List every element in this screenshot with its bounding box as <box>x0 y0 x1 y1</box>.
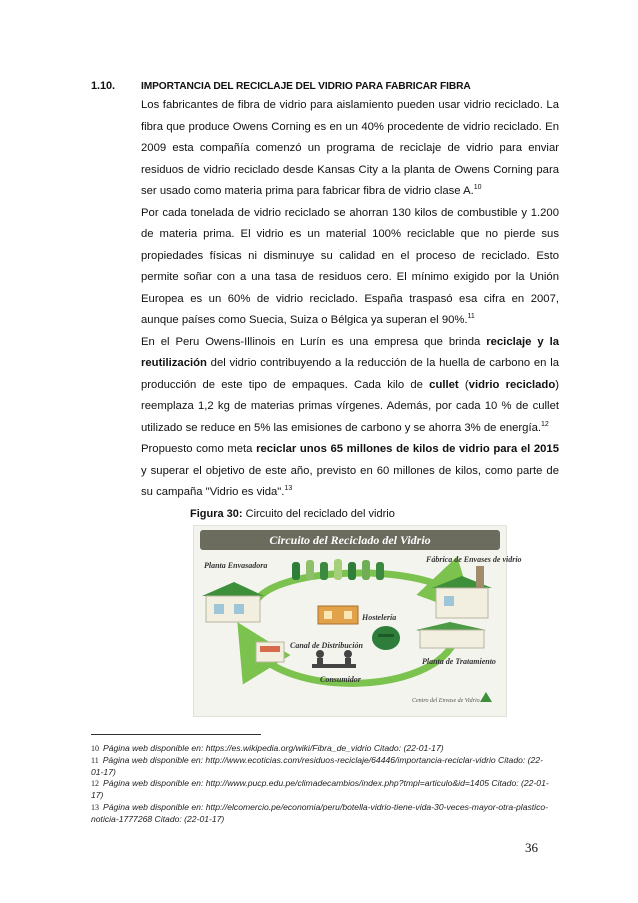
footnote-10 <box>91 743 551 755</box>
paragraph-3-bold: reciclaje y la reutilización <box>141 335 559 369</box>
paragraph-3-text: del vidrio contribuyendo a la reducción de la huella de carbono en la producción de este tipo de empaques. Cada kilo de <box>141 357 559 391</box>
section-heading <box>91 80 561 92</box>
footnote-ref-13[interactable]: 13 <box>284 485 293 493</box>
figure-title: Circuito del Reciclado del Vidrio <box>269 533 431 547</box>
label-consumer: Consumidor <box>320 675 361 684</box>
paragraph-2-text: Por cada tonelada de vidrio reciclado se ahorran 130 kilos de combustible y 1.200 de materia prima. El vidrio es un material 100% reciclable que no pierde sus propiedades físicas ni disminuye su calidad en el proceso de reciclado. Esto permite soñar con a una tasa de residuos cero. El mínimo exigido por la Unión Europea es un 60% de vidrio reciclado. España traspasó esa cifra en 2007, aunque países como Suecia, Suiza o Bélgica ya superan el 90%. <box>141 206 559 326</box>
paragraph-4 <box>141 439 559 504</box>
paragraph-2 <box>141 203 559 332</box>
footnote-text[interactable]: Página web disponible en: http://www.pucp.edu.pe/climadecambios/index.php?tmpl=articulo&id=1405 Citado: (22-01-17) <box>91 778 549 801</box>
footnote-12 <box>91 778 551 802</box>
footnote-ref-12[interactable]: 12 <box>541 420 549 428</box>
footnote-ref-10[interactable]: 10 <box>473 184 482 192</box>
paragraph-3-text: ) reemplaza 1,2 kg de materias primas vírgenes. Además, por cada 10 % de cullet utilizado se reduce en 5% las emisiones de carbono y se ahorra 3% de energía. <box>141 378 559 434</box>
section-number: 1.10. <box>91 80 115 92</box>
bottling-plant-icon <box>202 582 264 622</box>
footnote-separator <box>91 734 261 735</box>
footnote-ref-11[interactable]: 11 <box>467 313 475 321</box>
footnote-number: 13 <box>91 802 99 812</box>
body-text <box>141 95 559 504</box>
label-glass-factory: Fábrica de Envases de vidrio <box>426 555 522 564</box>
paragraph-1-text: Los fabricantes de fibra de vidrio para aislamiento pueden usar vidrio reciclado. La fibra que produce Owens Corning es en un 40% procedente de vidrio reciclado. En 2009 esta compañía comenzó un programa de reciclaje de vidrio para enviar residuos de vidrio reciclado desde Kansas City a la planta de Owens Corning para ser usado como materia prima para fabricar fibra de vidrio clase A. <box>141 99 559 197</box>
footnote-text[interactable]: Página web disponible en: http://www.ecoticias.com/residuos-reciclaje/64446/importancia-reciclar-vidrio Citado: (22-01-17) <box>91 754 543 777</box>
treatment-plant-icon <box>416 622 486 648</box>
footnote-text[interactable]: Página web disponible en: https://es.wikipedia.org/wiki/Fibra_de_vidrio Citado: (22-01-17) <box>103 743 444 753</box>
footnote-number: 10 <box>91 744 99 753</box>
label-treatment-plant: Planta de Tratamiento <box>422 657 496 666</box>
recycling-circuit-figure <box>193 525 522 717</box>
recycling-container-icon <box>372 626 400 650</box>
footnote-11 <box>91 755 551 779</box>
figure-caption <box>190 508 490 520</box>
paragraph-3-bold: vidrio reciclado <box>468 378 556 391</box>
label-bottling-plant: Planta Envasadora <box>204 561 268 570</box>
page-number: 36 <box>525 840 538 855</box>
footnote-number: 12 <box>91 779 99 789</box>
label-hospitality: Hostelería <box>362 613 397 622</box>
label-glass-center-logo: Centro del Envase de Vidrio <box>412 698 480 704</box>
distribution-icon <box>256 642 284 662</box>
figure-caption-text: Circuito del reciclado del vidrio <box>242 508 395 520</box>
footnotes <box>91 743 551 826</box>
paragraph-3-text: ( <box>458 378 469 391</box>
section-title: IMPORTANCIA DEL RECICLAJE DEL VIDRIO PARA FABRICAR FIBRA <box>141 81 471 92</box>
hospitality-icon <box>318 606 358 624</box>
footnote-text[interactable]: Página web disponible en: http://elcomercio.pe/economia/peru/botella-vidrio-tiene-vida-30-veces-mayor-otra-plastico-noticia-1777268 Citado: (22-01-17) <box>91 801 549 824</box>
footnote-number: 11 <box>91 755 99 765</box>
paragraph-4-text: Propuesto como meta <box>141 443 257 455</box>
label-distribution: Canal de Distribución <box>290 641 363 650</box>
glass-center-logo-icon <box>480 692 492 702</box>
figure-caption-label: Figura 30: <box>190 508 243 520</box>
paragraph-3-bold: cullet <box>429 378 459 391</box>
footnote-13 <box>91 802 551 826</box>
paragraph-4-text: y superar el objetivo de este año, previsto en 60 millones de kilos, como parte de su campaña "Vidrio es vida". <box>141 464 559 498</box>
consumer-icon <box>312 650 356 668</box>
glass-factory-icon <box>432 566 492 618</box>
recycling-circuit-illustration <box>194 526 522 716</box>
paragraph-3-text: En el Peru Owens-Illinois en Lurín es una empresa que brinda <box>141 335 487 348</box>
paragraph-3 <box>141 332 559 440</box>
paragraph-1 <box>141 95 559 203</box>
paragraph-4-bold: reciclar unos 65 millones de kilos de vidrio para el 2015 <box>256 443 559 455</box>
